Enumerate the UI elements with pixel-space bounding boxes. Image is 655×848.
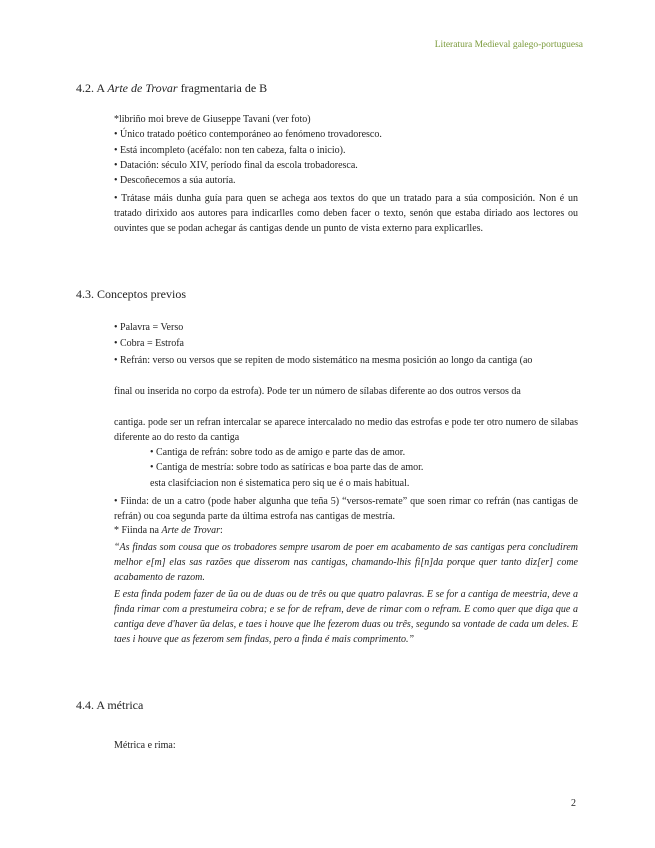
paragraph-refran-1: • Refrán: verso ou versos que se repiten de modo sistemático na mesma posición ao longo da cantiga (ao	[114, 355, 533, 366]
list-item: • Está incompleto (acéfalo: non ten cabeza, falta o inicio).	[114, 145, 346, 156]
paragraph-refran-3: cantiga. pode ser un refran intercalar se aparece intercalado no medio das estrofas e pode ter otro numero de silabas diferente ao do resto da cantiga	[114, 417, 578, 443]
paragraph-refran-2: final ou inserida no corpo da estrofa). Pode ter un número de sílabas diferente ao dos outros versos da	[114, 386, 521, 397]
quote-intro-suffix: :	[220, 525, 223, 536]
section-heading-4-2	[76, 81, 267, 96]
quote-intro	[114, 525, 223, 536]
quote-intro-italic: Arte de Trovar	[161, 525, 221, 536]
list-item: • Palavra = Verso	[114, 322, 184, 333]
running-header: Literatura Medieval galego-portuguesa	[434, 40, 583, 50]
section-heading-4-4: 4.4. A métrica	[76, 698, 144, 712]
section-heading-4-3: 4.3. Conceptos previos	[76, 287, 186, 301]
quote-paragraph-1: “As findas som cousa que os trobadores sempre usarom de poer em acabamento de sas cantigas pera concludirem melhor e[m] elas sas razões que disserom nas cantigas, chamando-lhis fi[n]da porque quer tanto diz[er] come acabamento de razom.	[114, 542, 578, 583]
quote-paragraph-2: E esta finda podem fazer de ũa ou de duas ou de três ou que quatro palavras. E se for a cantiga de meestria, deve a finda rimar com a prestumeira cobra; e se for de refram, deve de rimar com o refram. E como quer que diga que a cantiga deve d'haver ũa delas, e taes i houve que lhe fezerom duas ou três, segundo sa vontade de cada um deles. E taes i houve que as fezerom sem findas, pero a finda é mais comprimento.”	[114, 589, 578, 645]
list-item: • Cantiga de mestría: sobre todo as satíricas e boa parte das de amor.	[150, 462, 424, 473]
page-number: 2	[571, 798, 576, 809]
list-item: • Datación: século XIV, período final da escola trobadoresca.	[114, 160, 358, 171]
list-item: • Cobra = Estrofa	[114, 338, 184, 349]
list-item: • Único tratado poético contemporáneo ao fenómeno trovadoresco.	[114, 129, 382, 140]
heading-suffix: fragmentaria de B	[177, 81, 268, 95]
list-item: • Descoñecemos a súa autoría.	[114, 175, 236, 186]
paragraph-guide: • Trátase máis dunha guía para quen se achega aos textos do que un tratado para a súa composición. Non é un tratado dirixido aos autores para indicarlles como deben facer o texto, senón que estaba diriado aos lectores ou ouvintes que se podan achegar ás cantigas dende un punto de vista externo para explicarlles.	[114, 193, 578, 234]
heading-italic-title: Arte de Trovar	[107, 81, 178, 95]
body-text: Métrica e rima:	[114, 740, 176, 751]
list-item: *libriño moi breve de Giuseppe Tavani (ver foto)	[114, 114, 311, 125]
note-text: esta clasifciacion non é sistematica pero siq ue é o mais habitual.	[150, 478, 410, 489]
paragraph-fiinda: • Fiinda: de un a catro (pode haber algunha que teña 5) “versos-remate” que soen rimar co refrán (nas cantigas de refrán) ou coa segunda parte da última estrofa nas cantigas de mestría.	[114, 496, 578, 522]
quote-intro-prefix: * Fiinda na	[114, 525, 162, 536]
heading-prefix: 4.2. A	[76, 81, 108, 95]
list-item: • Cantiga de refrán: sobre todo as de amigo e parte das de amor.	[150, 447, 406, 458]
